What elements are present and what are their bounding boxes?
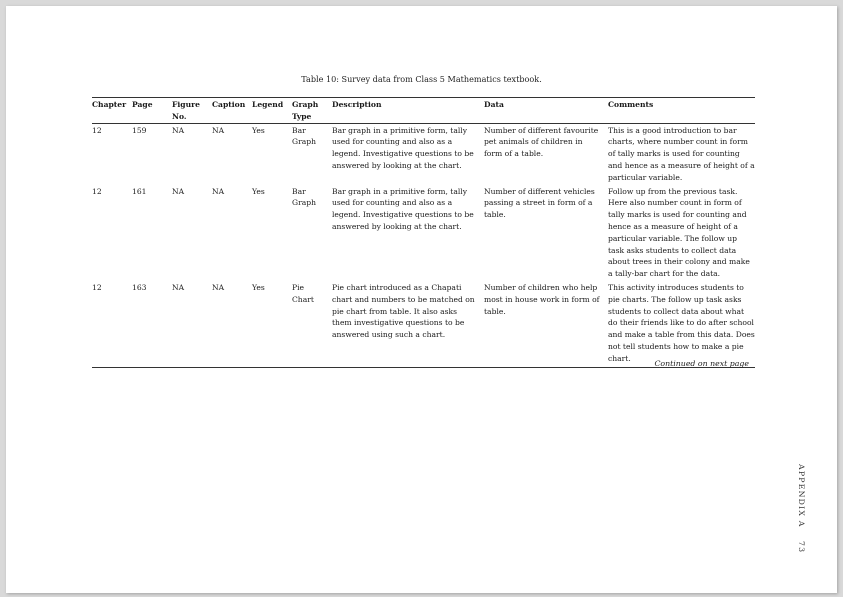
header-description: Description bbox=[332, 98, 484, 124]
header-caption: Caption bbox=[212, 98, 252, 124]
cell-comments: Follow up from the previous task. Here also number count in form of tally marks is used for counting and hence as a measure of height of a particular variable. The follow up task asks students to collect data about trees in their colony and make a tally-bar chart for the data. bbox=[608, 186, 750, 279]
cell-description-text: Bar graph in a primitive form, tally used for counting and also as a legend. Investigative questions to be answered by looking at the chart. bbox=[332, 186, 474, 231]
header-page: Page bbox=[132, 98, 172, 124]
header-comments: Comments bbox=[608, 98, 755, 124]
cell-page: 159 bbox=[132, 125, 147, 135]
continued-note: Continued on next page bbox=[654, 359, 749, 368]
cell-data-text: Number of different favourite pet animals of children in form of a table. bbox=[484, 125, 599, 159]
cell-comments: This activity introduces students to pie charts. The follow up task asks students to collect data about what do their friends like to do after school and make a table from this data. Does not tell students how to make a pie chart. bbox=[608, 281, 755, 367]
cell-graph-type-text: Bar Graph bbox=[292, 125, 316, 147]
header-figure-text: Figure No. bbox=[172, 100, 200, 121]
cell-data-text: Number of children who help most in house work in form of table. bbox=[484, 282, 600, 316]
cell-comments: This is a good introduction to bar charts, where number count in form of tally marks is used for counting and hence as a measure of height of a particular variable. bbox=[608, 125, 755, 182]
cell-graph-type bbox=[292, 281, 332, 367]
running-head bbox=[797, 464, 806, 554]
header-graph-type-text: Graph Type bbox=[292, 100, 319, 121]
cell-page: 161 bbox=[132, 186, 147, 196]
cell-data-text: Number of different vehicles passing a street in form of a table. bbox=[484, 186, 595, 220]
cell-page: 163 bbox=[132, 281, 172, 367]
cell-figure: NA bbox=[172, 125, 185, 135]
cell-graph-type bbox=[292, 185, 332, 281]
header-legend: Legend bbox=[252, 98, 292, 124]
cell-graph-type-text: Bar Graph bbox=[292, 186, 316, 208]
cell-graph-type-text: Pie Chart bbox=[292, 282, 314, 304]
cell-description bbox=[332, 123, 484, 184]
page-number: 73 bbox=[797, 541, 806, 554]
table-header-row bbox=[92, 98, 755, 124]
cell-legend: Yes bbox=[252, 281, 292, 367]
cell-caption: NA bbox=[212, 125, 225, 135]
header-chapter: Chapter bbox=[92, 98, 132, 124]
cell-description-text: Bar graph in a primitive form, tally used for counting and also as a legend. Investigative questions to be answered by looking at the chart. bbox=[332, 125, 474, 170]
cell-description bbox=[332, 185, 484, 281]
cell-figure: NA bbox=[172, 281, 212, 367]
table-row bbox=[92, 281, 755, 367]
header-graph-type bbox=[292, 98, 332, 124]
cell-data bbox=[484, 123, 608, 184]
cell-description-text: Pie chart introduced as a Chapati chart and numbers to be matched on pie chart from table. It also asks them investigative questions to be answered using such a chart. bbox=[332, 282, 475, 340]
cell-chapter: 12 bbox=[92, 281, 132, 367]
table-caption: Table 10: Survey data from Class 5 Mathematics textbook. bbox=[301, 74, 542, 84]
cell-description bbox=[332, 281, 484, 367]
cell-legend: Yes bbox=[252, 186, 265, 196]
cell-chapter: 12 bbox=[92, 186, 102, 196]
cell-caption: NA bbox=[212, 186, 225, 196]
table-row bbox=[92, 123, 755, 184]
cell-legend: Yes bbox=[252, 125, 265, 135]
survey-data-table bbox=[92, 97, 755, 368]
table-row bbox=[92, 185, 755, 281]
header-data: Data bbox=[484, 98, 608, 124]
cell-figure: NA bbox=[172, 186, 185, 196]
running-head-label: APPENDIX A bbox=[797, 464, 806, 528]
cell-chapter: 12 bbox=[92, 125, 102, 135]
header-figure bbox=[172, 98, 212, 124]
cell-data bbox=[484, 281, 608, 367]
cell-data bbox=[484, 185, 608, 281]
cell-graph-type bbox=[292, 123, 332, 184]
cell-caption: NA bbox=[212, 281, 252, 367]
